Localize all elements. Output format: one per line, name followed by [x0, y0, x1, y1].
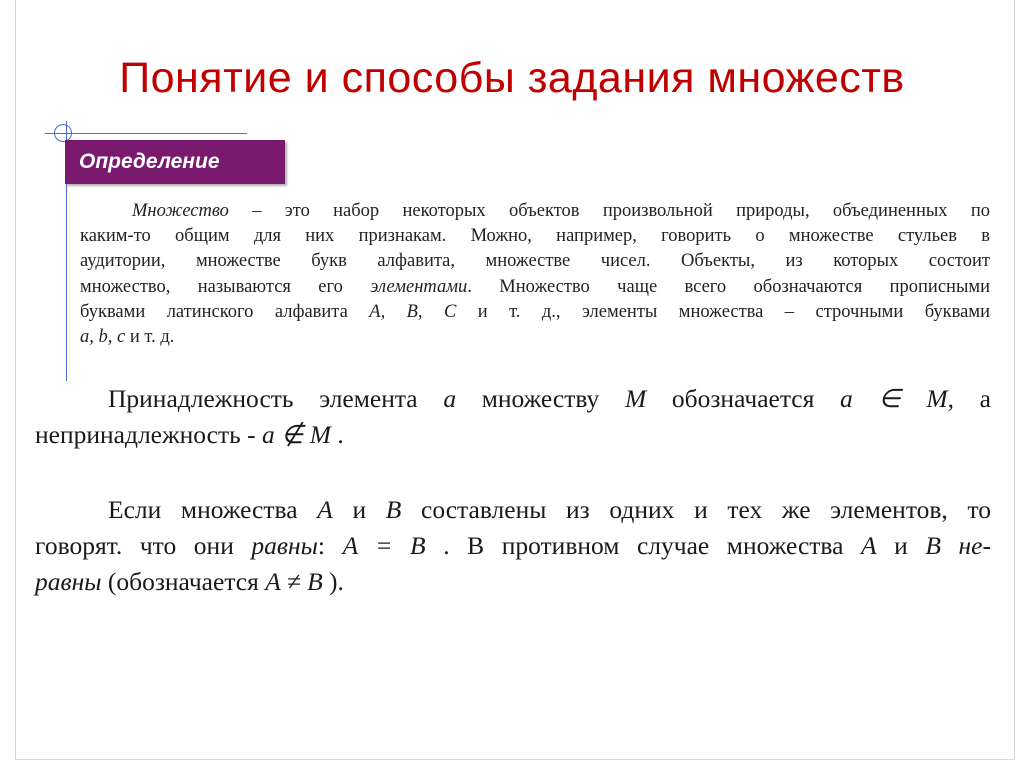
- equality-paragraph: [35, 492, 991, 600]
- decorative-horizontal-rule: [45, 133, 247, 134]
- text: . В противном случае множества: [425, 531, 861, 560]
- paragraph-line: [35, 492, 991, 528]
- formula-not-equal: A ≠ B: [265, 567, 323, 596]
- definition-badge: Определение: [65, 140, 285, 184]
- formula-element-of: a ∈ M: [840, 384, 948, 413]
- text: :: [317, 531, 343, 560]
- text: обозначается: [646, 384, 841, 413]
- definition-line-text: буквами латинского алфавита: [80, 301, 370, 322]
- definition-line: [80, 275, 990, 300]
- text: непринадлежность -: [35, 420, 262, 449]
- definition-line-text: множество, называются его: [80, 276, 371, 297]
- text: говорят. что они: [35, 531, 252, 560]
- slide-title: Понятие и способы задания множеств: [119, 54, 905, 102]
- text: , а: [947, 384, 991, 413]
- definition-line: [80, 199, 990, 224]
- formula: A: [317, 495, 333, 524]
- definition-line-text: аудитории, множестве букв алфавита, множестве чисел. Объекты, из которых состоит: [80, 251, 990, 272]
- formula-small-letters: a, b, c: [80, 327, 126, 348]
- formula: B: [925, 531, 941, 560]
- term-equal: равны: [251, 531, 318, 560]
- formula: A: [861, 531, 877, 560]
- formula: a: [443, 384, 457, 413]
- text: ).: [322, 567, 344, 596]
- paragraph-line: [35, 564, 991, 600]
- formula-capital-letters: A, B, C: [369, 301, 457, 322]
- definition-line-text: и т. д.: [125, 327, 175, 348]
- text: Если множества: [108, 495, 318, 524]
- definition-line-text: каким-то общим для них признакам. Можно, например, говорить о множестве стульев в: [80, 226, 990, 247]
- term-set: Множество: [132, 201, 229, 221]
- definition-line: [80, 300, 990, 325]
- paragraph-line: [35, 381, 991, 417]
- membership-paragraph: [35, 381, 991, 453]
- text: и: [876, 531, 926, 560]
- formula-equal: A = B: [342, 531, 426, 560]
- text: множеству: [456, 384, 625, 413]
- definition-line: [80, 325, 990, 350]
- text: (обозначается: [101, 567, 266, 596]
- definition-text: [80, 199, 990, 350]
- formula-not-element-of: a ∉ M: [261, 420, 331, 449]
- term-not-equal-part: равны: [35, 567, 102, 596]
- text: Принадлежность элемента: [108, 384, 444, 413]
- definition-line-text: и т. д., элементы множества – строчными буквами: [456, 301, 990, 322]
- paragraph-line: [35, 417, 991, 453]
- formula: B: [385, 495, 402, 524]
- definition-line-text: – это набор некоторых объектов произвольной природы, объединенных по: [228, 201, 990, 221]
- formula: M: [624, 384, 647, 413]
- text: .: [330, 420, 344, 449]
- text: составлены из одних и тех же элементов, то: [401, 495, 992, 524]
- term-elements: элементами: [370, 276, 468, 297]
- term-not-equal-part: не-: [940, 531, 991, 560]
- text: и: [332, 495, 386, 524]
- definition-line: [80, 224, 990, 249]
- slide-frame: [15, 0, 1015, 760]
- paragraph-line: [35, 528, 991, 564]
- definition-line-text: . Множество чаще всего обозначаются прописными: [467, 276, 990, 297]
- definition-line: [80, 249, 990, 274]
